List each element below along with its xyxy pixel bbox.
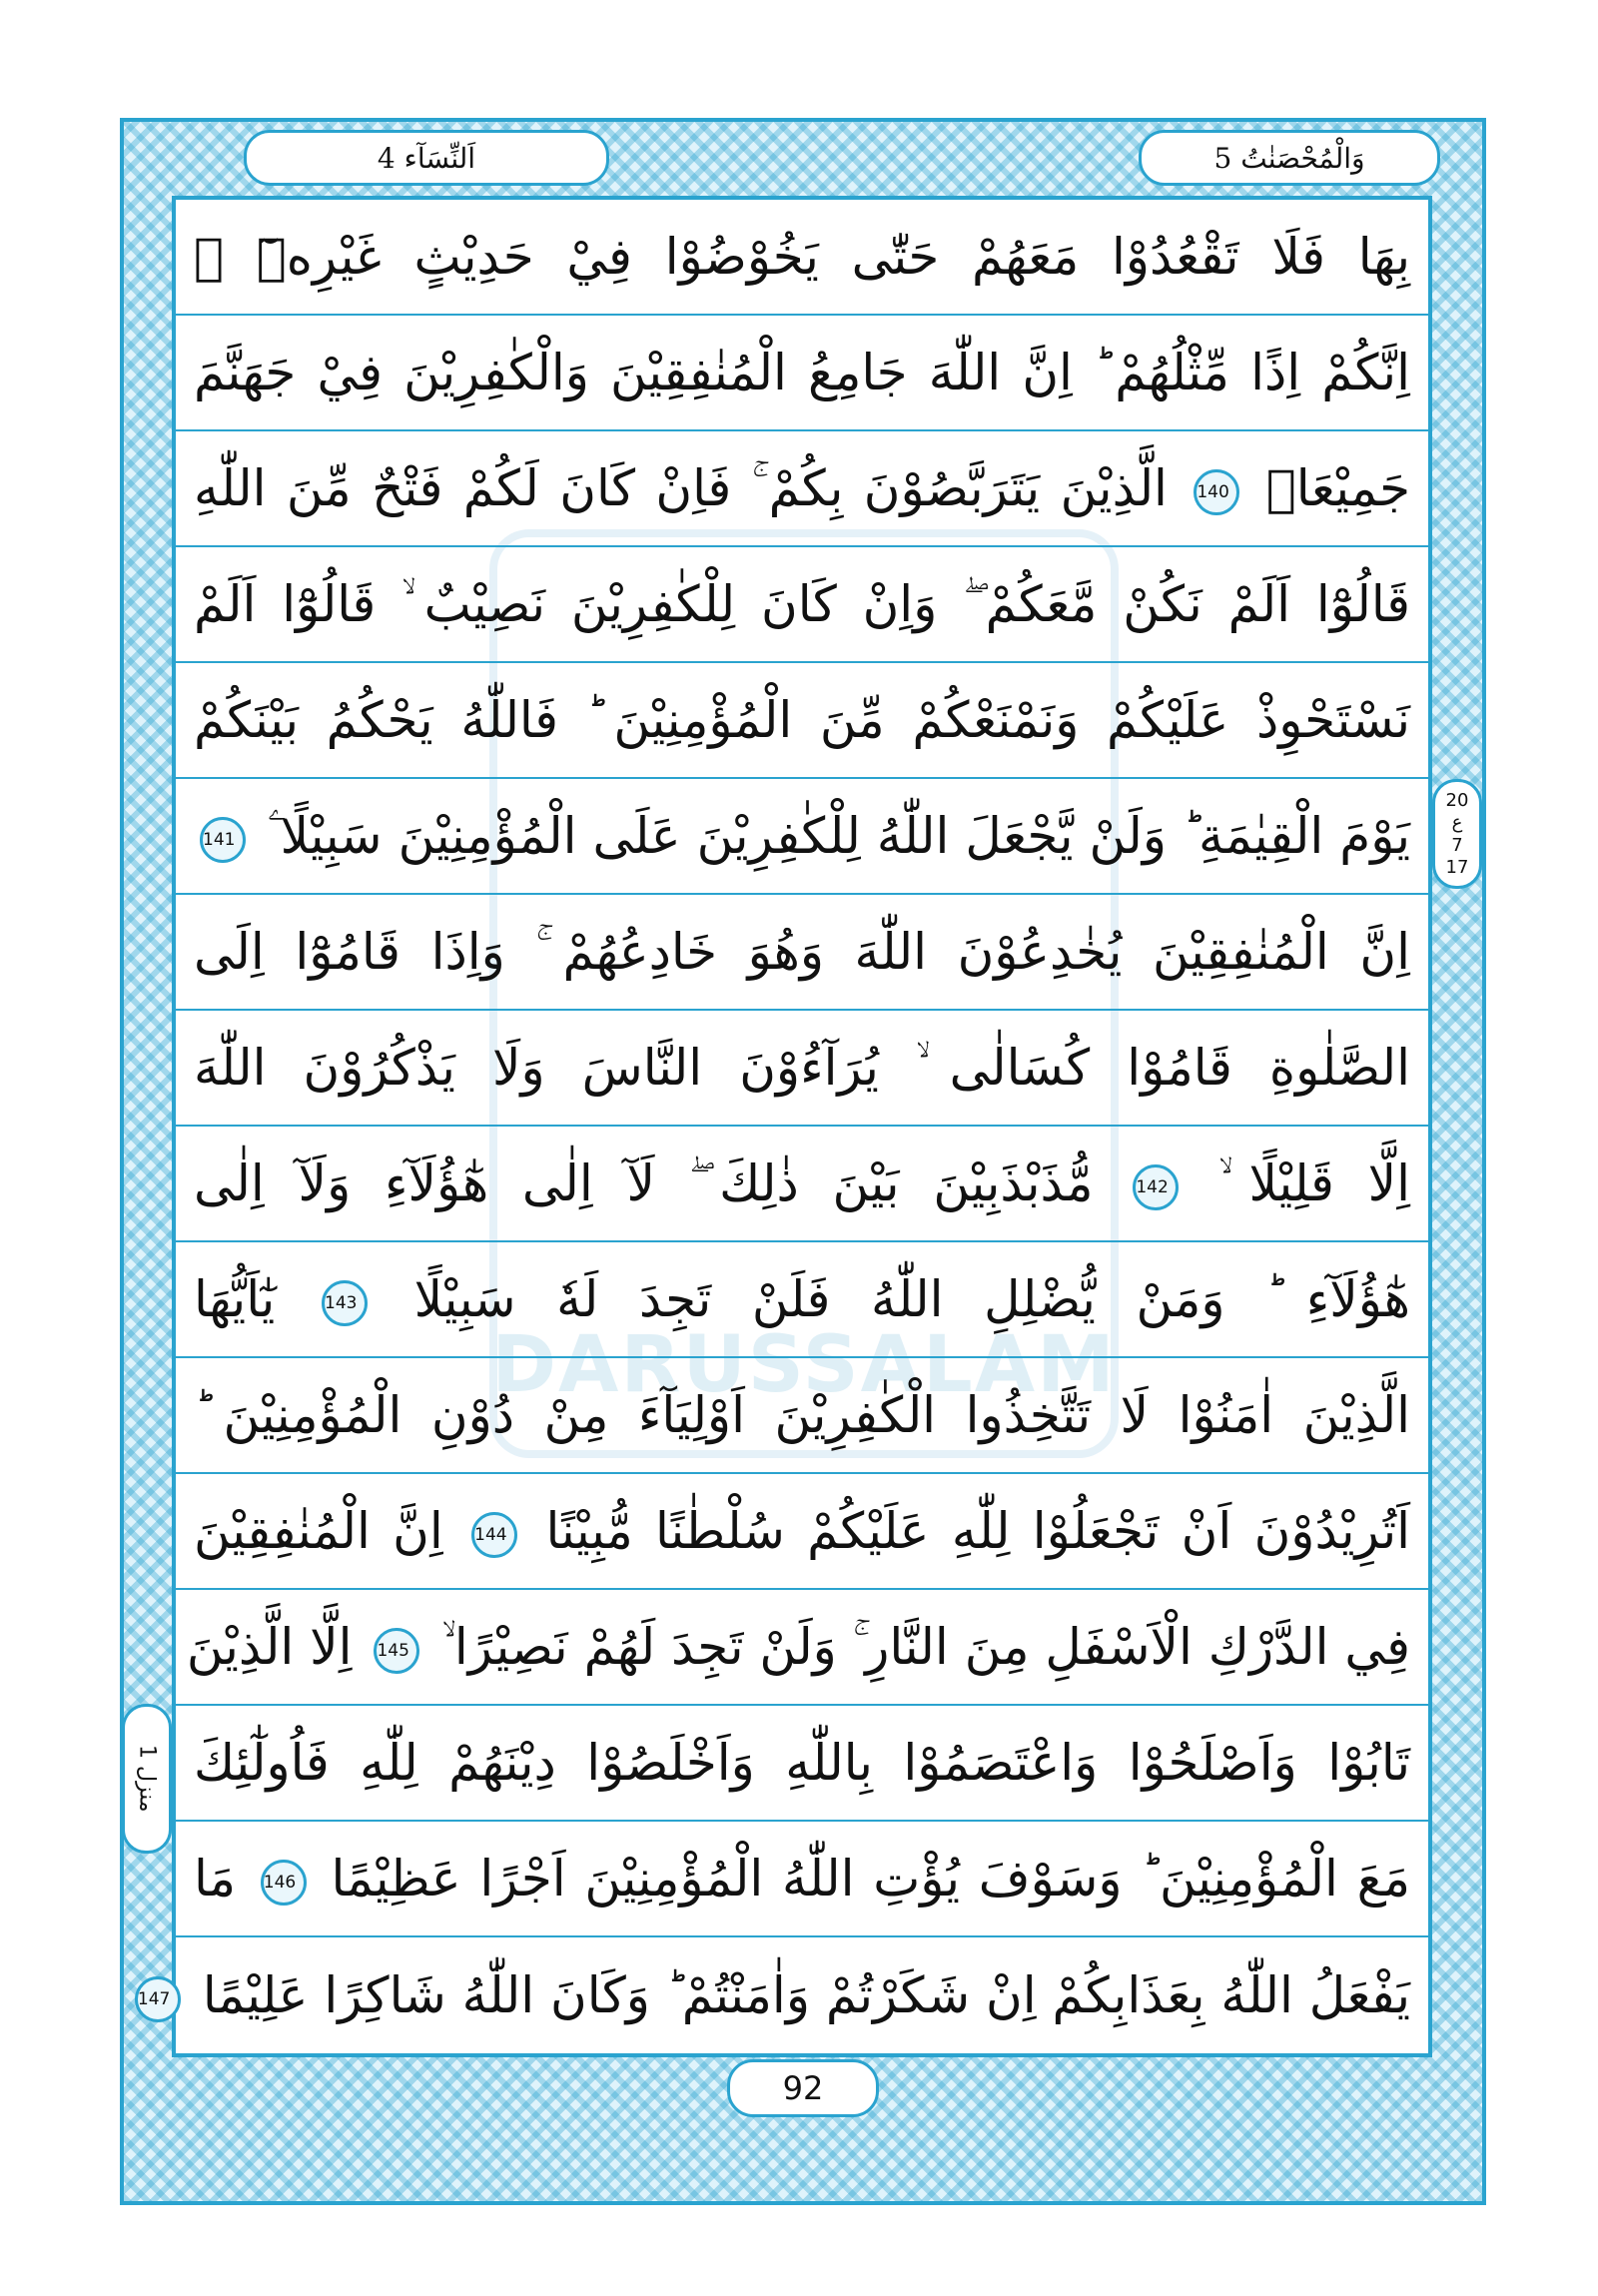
text-line: [176, 1358, 1428, 1474]
ayah-number-marker: 147: [135, 1976, 181, 2022]
verse-segment: يَوْمَ الْقِيٰمَةِ ؕ وَلَنْ يَّجْعَلَ اللّٰهُ لِلْكٰفِرِيْنَ عَلَى الْمُؤْمِنِيْنَ سَبِيْلًا ۧ: [268, 807, 1410, 865]
verse-text: [194, 1821, 1410, 1936]
verse-text: [194, 430, 1410, 546]
manzil-marker: [122, 1704, 172, 1854]
verse-segment: اِلَّا الَّذِيْنَ: [186, 1618, 353, 1676]
juz-label: وَالْمُحْصَنٰتُ 5: [1213, 141, 1365, 175]
verse-segment: مَا: [194, 1850, 237, 1908]
verse-segment: بِهَا فَلَا تَقْعُدُوْا مَعَهُمْ حَتّٰى يَخُوْضُوْا فِيْ حَدِيْثٍ غَيْرِهٖٓ ۚ: [194, 228, 1410, 286]
ayah-number-marker: 145: [374, 1628, 419, 1674]
verse-text: [186, 1589, 1410, 1705]
text-line: [176, 895, 1428, 1011]
verse-segment: اِنَّ الْمُنٰفِقِيْنَ يُخٰدِعُوْنَ اللّٰهَ وَهُوَ خَادِعُهُمْ ۚ وَاِذَا قَامُوْٓا اِلَى: [194, 923, 1410, 981]
page-number: [727, 2059, 879, 2117]
verse-text: [194, 315, 1410, 430]
verse-segment: مُّذَبْذَبِيْنَ بَيْنَ ذٰلِكَ ۖ لَآ اِلٰى هٰٓؤُلَآءِ وَلَآ اِلٰى: [194, 1154, 1094, 1212]
surah-header: [244, 130, 609, 186]
page-number-text: 92: [782, 2069, 824, 2107]
text-line: [176, 431, 1428, 547]
text-line: [176, 1242, 1428, 1358]
watermark-text: DARUSSALAM: [491, 1320, 1117, 1410]
verse-text: [194, 778, 1410, 894]
ayah-number-marker: 142: [1133, 1164, 1179, 1210]
text-line: [176, 1706, 1428, 1822]
verse-text: [194, 199, 1410, 315]
verse-text: [194, 1357, 1410, 1473]
ruku-middle-number: 7: [1451, 834, 1463, 856]
verse-text: [194, 546, 1410, 662]
verse-segment: الَّذِيْنَ يَتَرَبَّصُوْنَ بِكُمْ ۚ فَاِنْ كَانَ لَكُمْ فَتْحٌ مِّنَ اللّٰهِ: [194, 459, 1168, 517]
verse-text: [194, 662, 1410, 778]
verse-segment: قَالُوْٓا اَلَمْ نَكُنْ مَّعَكُمْ ۖ وَاِنْ كَانَ لِلْكٰفِرِيْنَ نَصِيْبٌ ۙ قَالُوْٓا اَلَمْ: [194, 575, 1410, 633]
text-line: [176, 663, 1428, 779]
text-line: [176, 316, 1428, 431]
text-line: [176, 779, 1428, 895]
verse-segment: اِنَّ الْمُنٰفِقِيْنَ: [194, 1502, 443, 1560]
verse-segment: نَسْتَحْوِذْ عَلَيْكُمْ وَنَمْنَعْكُمْ مِّنَ الْمُؤْمِنِيْنَ ؕ فَاللّٰهُ يَحْكُمُ بَيْنَكُمْ: [194, 691, 1410, 749]
text-line: [176, 1011, 1428, 1127]
verse-segment: تَابُوْا وَاَصْلَحُوْا وَاعْتَصَمُوْا بِاللّٰهِ وَاَخْلَصُوْا دِيْنَهُمْ لِلّٰهِ فَاُولٰٓئِكَ: [194, 1734, 1410, 1792]
verse-segment: الصَّلٰوةِ قَامُوْا كُسَالٰى ۙ يُرَآءُوْنَ النَّاسَ وَلَا يَذْكُرُوْنَ اللّٰهَ: [194, 1039, 1410, 1097]
juz-header: [1139, 130, 1440, 186]
verse-segment: الَّذِيْنَ اٰمَنُوْا لَا تَتَّخِذُوا الْكٰفِرِيْنَ اَوْلِيَآءَ مِنْ دُوْنِ الْمُؤْمِنِيْنَ ؕ: [194, 1386, 1410, 1444]
ayah-number-marker: 146: [261, 1860, 307, 1906]
manzil-label: منزل 1: [134, 1745, 160, 1813]
verse-text: [194, 894, 1410, 1010]
verse-segment: اِلَّا قَلِيْلًا ۙ: [1218, 1154, 1410, 1212]
text-line: [176, 1474, 1428, 1590]
text-line: [137, 1937, 1428, 2053]
ayah-number-marker: 141: [200, 817, 246, 863]
verse-text: [194, 1705, 1410, 1821]
text-line: [176, 547, 1428, 663]
ruku-mark: ع: [1451, 812, 1463, 834]
verse-segment: مَعَ الْمُؤْمِنِيْنَ ؕ وَسَوْفَ يُؤْتِ اللّٰهُ الْمُؤْمِنِيْنَ اَجْرًا عَظِيْمًا: [331, 1850, 1410, 1908]
ruku-top-number: 20: [1445, 790, 1469, 811]
ruku-bottom-number: 17: [1445, 856, 1469, 878]
text-line: [176, 1590, 1428, 1706]
verse-text: [194, 1473, 1410, 1589]
verse-segment: اَتُرِيْدُوْنَ اَنْ تَجْعَلُوْا لِلّٰهِ عَلَيْكُمْ سُلْطٰنًا مُّبِيْنًا: [545, 1502, 1410, 1560]
verse-segment: يَفْعَلُ اللّٰهُ بِعَذَابِكُمْ اِنْ شَكَرْتُمْ وَاٰمَنْتُمْ ؕ وَكَانَ اللّٰهُ شَاكِرًا عَلِيْمًا: [202, 1966, 1410, 2024]
verse-segment: جَمِيْعَاۨ: [1265, 459, 1410, 517]
verse-segment: هٰٓؤُلَآءِ ؕ وَمَنْ يُّضْلِلِ اللّٰهُ فَلَنْ تَجِدَ لَهٗ سَبِيْلًا: [413, 1270, 1410, 1328]
verse-segment: فِي الدَّرْكِ الْاَسْفَلِ مِنَ النَّارِ ۚ وَلَنْ تَجِدَ لَهُمْ نَصِيْرًا ۙ: [441, 1618, 1410, 1676]
verse-text: [194, 1126, 1410, 1241]
ruku-marker: [1432, 779, 1482, 889]
verse-text: [194, 1010, 1410, 1126]
text-line: [176, 1127, 1428, 1242]
verse-segment: يٰٓاَيُّهَا: [194, 1270, 276, 1328]
verse-text: [137, 1937, 1410, 2053]
ayah-number-marker: 144: [471, 1512, 517, 1558]
ayah-number-marker: 143: [322, 1280, 368, 1326]
text-line: [176, 200, 1428, 316]
verse-text: [194, 1241, 1410, 1357]
verse-segment: اِنَّكُمْ اِذًا مِّثْلُهُمْ ؕ اِنَّ اللّٰهَ جَامِعُ الْمُنٰفِقِيْنَ وَالْكٰفِرِيْنَ فِيْ جَهَنَّمَ: [194, 344, 1410, 401]
surah-label: اَلنِّسَآء 4: [377, 141, 476, 175]
ayah-number-marker: 140: [1194, 469, 1239, 515]
text-line: [176, 1822, 1428, 1937]
